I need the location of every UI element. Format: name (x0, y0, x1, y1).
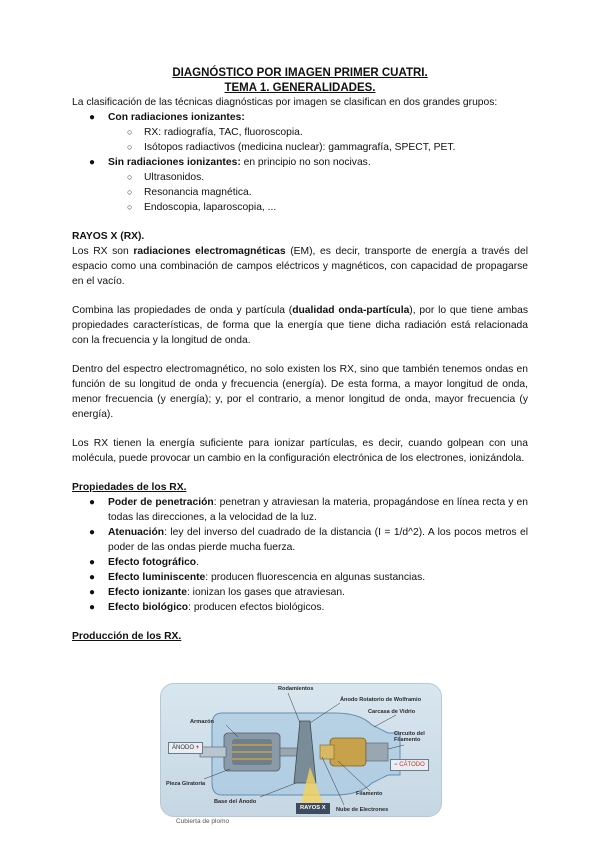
bullet-icon: ● (89, 497, 96, 508)
circle-bullet-icon: ○ (127, 142, 133, 152)
list-item (72, 200, 528, 215)
list-item: ● Efecto fotográfico. (89, 557, 199, 568)
list-item: ● Atenuación: ley del inverso del cuadrado de la distancia (I = 1/d^2). A los pocos metros el poder de las ondas pierde mucha fuerza. (89, 527, 528, 553)
subitem-text: Isótopos radiactivos (medicina nuclear): gammagrafía, SPECT, PET. (144, 142, 456, 153)
anode-stem (200, 747, 226, 757)
xray-tube-diagram (160, 683, 440, 815)
xray-label: RAYOS X (296, 803, 330, 814)
filament-label: Filamento (356, 791, 383, 797)
list-item: ● Efecto ionizante: ionizan los gases que atraviesan. (89, 587, 345, 598)
subitem-text: Endoscopia, laparoscopia, ... (144, 202, 277, 213)
paragraph: Los RX tienen la energía suficiente para ionizar partículas, es decir, cuando golpean con una molécula, puede provocar un cambio en la configuración electrónica de los electrones, ionizándola. (72, 438, 528, 464)
circle-bullet-icon: ○ (127, 187, 133, 197)
list-item (72, 170, 528, 185)
subitem-text: RX: radiografía, TAC, fluoroscopia. (144, 127, 303, 138)
anode-tag: ÁNODO + (168, 742, 203, 754)
filament-circuit-label: Circuito del Filamento (394, 731, 425, 743)
circle-bullet-icon: ○ (127, 172, 133, 182)
list-item (72, 125, 528, 140)
list-item (72, 110, 528, 125)
list-item (72, 185, 528, 200)
list-item: ● Poder de penetración: penetran y atraviesan la materia, propagándose en línea recta y en todas las direcciones, a la velocidad de la luz. (89, 497, 528, 523)
rotating-anode-label: Ánodo Rotatorio de Wolframio (340, 697, 422, 703)
subitem-text: Ultrasonidos. (144, 172, 205, 183)
cathode-tag: − CÁTODO (390, 759, 429, 771)
paragraph: Los RX son radiaciones electromagnéticas (EM), es decir, transporte de energía a través del espacio como una combinación de campos eléctricos y magnéticos, con capacidad de propagarse en el vacío. (72, 246, 528, 287)
bullet-icon: ● (89, 157, 96, 168)
section-heading: Propiedades de los RX. (72, 482, 187, 493)
list-item (72, 140, 528, 155)
electron-cloud-label: Nube de Electrones (336, 807, 389, 813)
list-item (72, 155, 528, 170)
bullet-icon: ● (89, 572, 96, 583)
technique-groups-list (72, 110, 528, 215)
cathode-cup (330, 738, 366, 766)
document-page (72, 66, 528, 644)
paragraph: Dentro del espectro electromagnético, no solo existen los RX, sino que también tenemos ondas en función de su longitud de onda y frecuencia (energía). De esta forma, a mayor longitud de onda, menor frecuencia (y energía); y, por el contrario, a menor longitud de onda, mayor frecuencia (y energía). (72, 364, 528, 420)
section-heading: Producción de los RX. (72, 631, 182, 642)
bearings-label: Rodamientos (278, 686, 314, 692)
document-title: DIAGNÓSTICO POR IMAGEN PRIMER CUATRI. (172, 67, 428, 79)
group-label: Con radiaciones ionizantes: (108, 112, 245, 123)
bullet-icon: ● (89, 112, 96, 123)
bullet-icon: ● (89, 602, 96, 613)
figure-caption: Cubierta de plomo (176, 818, 230, 825)
subitem-text: Resonancia magnética. (144, 187, 252, 198)
cathode-stem (366, 743, 388, 761)
paragraph: Combina las propiedades de onda y partícula (dualidad onda-partícula), por lo que tiene ambas propiedades características, de forma que la energía que tiene dicha radiación está relacionada con la frecuencia y la longitud de onda. (72, 305, 528, 346)
intro-paragraph: La clasificación de las técnicas diagnósticas por imagen se clasifican en dos grandes grupos: (72, 97, 498, 108)
armature-label: Armazón (190, 719, 214, 725)
properties-list (72, 495, 528, 615)
topic-title: TEMA 1. GENERALIDADES. (224, 82, 376, 94)
bullet-icon: ● (89, 557, 96, 568)
filament (320, 745, 334, 759)
glass-casing-label: Carcasa de Vidrio (368, 709, 416, 715)
list-item: ● Efecto biológico: producen efectos biológicos. (89, 602, 325, 613)
group-label: Sin radiaciones ionizantes: (108, 157, 241, 168)
bullet-icon: ● (89, 587, 96, 598)
rotating-part-label: Pieza Giratoria (166, 781, 206, 787)
circle-bullet-icon: ○ (127, 202, 133, 212)
bullet-icon: ● (89, 527, 96, 538)
circle-bullet-icon: ○ (127, 127, 133, 137)
anode-base-label: Base del Ánodo (214, 799, 257, 805)
section-heading: RAYOS X (RX). (72, 231, 145, 242)
group-text: en principio no son nocivas. (240, 157, 371, 168)
list-item: ● Efecto luminiscente: producen fluorescencia en algunas sustancias. (89, 572, 426, 583)
